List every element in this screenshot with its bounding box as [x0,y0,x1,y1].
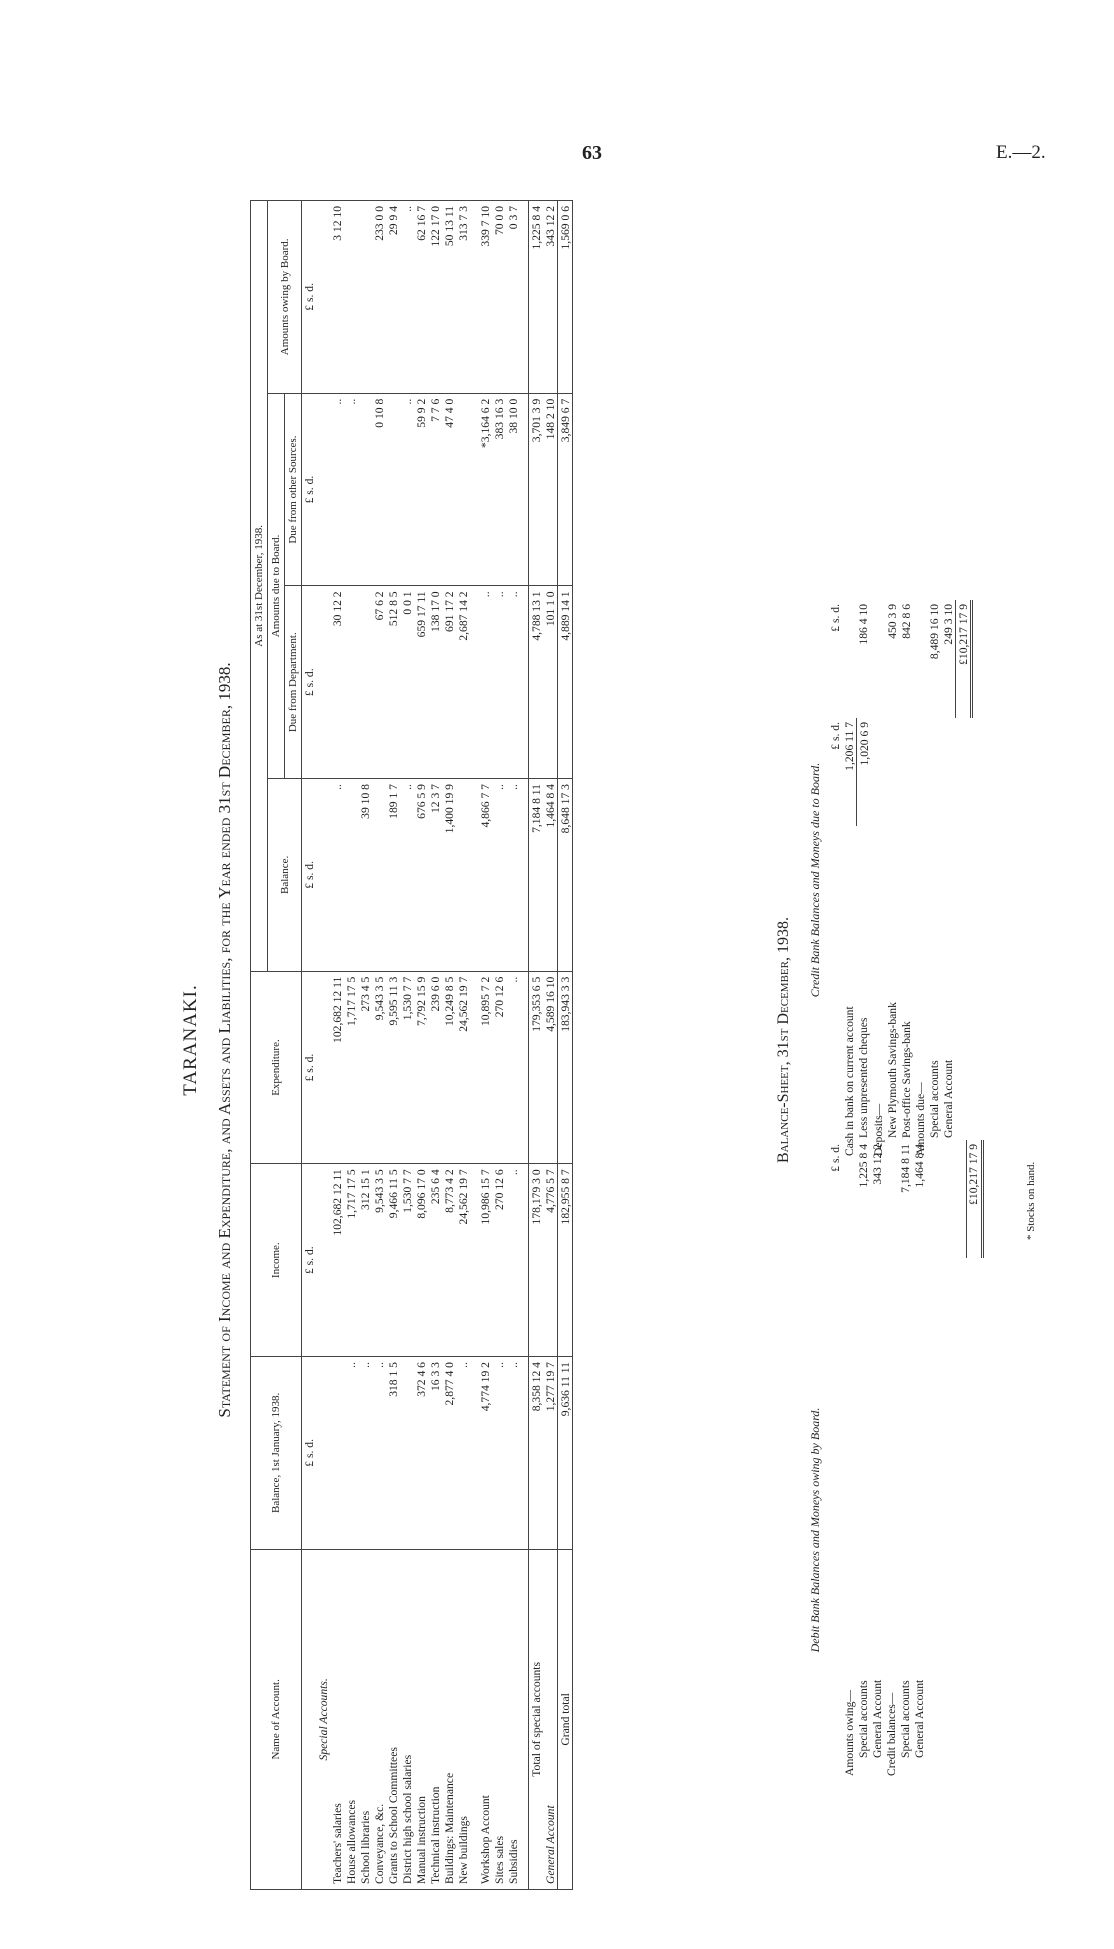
header-as-at: As at 31st December, 1938. [251,201,268,972]
credit-total: £10,217 17 9 [956,600,972,718]
lsd-label: £ s. d. [828,604,842,632]
header-name: Name of Account. [251,1549,302,1889]
table-row: New buildings .. 24,562 19 7 24,562 19 7 2,687 14 2 313 7 3 [456,201,470,1890]
page-number: 63 [582,142,602,164]
lsd-label: £ s. d. [302,1357,317,1550]
list-item: Less unpresented cheques 1,020 6 9 186 4 10 [857,604,871,1138]
list-item: General Account 343 12 2 [870,1144,884,1758]
table-row: Manual instruction 372 4 6 8,096 17 0 7,792 15 9 676 5 9 659 17 11 59 9 2 62 16 7 [414,201,428,1890]
balance-sheet-title: Balance-Sheet, 31st December, 1938. [775,917,792,1163]
rotated-page-content [150,150,1080,1930]
document-title: TARANAKI. [180,984,201,1096]
list-item: Amounts owing— [842,1690,856,1776]
header-due-other: Due from other Sources. [285,393,302,586]
list-item: General Account 1,464 8 4 [912,1144,926,1758]
lsd-label: £ s. d. [302,1164,317,1357]
list-item: Special accounts 7,184 8 11 [898,1144,912,1758]
credit-side-title: Credit Bank Balances and Moneys due to Board. [808,762,822,998]
lsd-label: £ s. d. [302,971,317,1164]
list-item: Special accounts 8,489 16 10 [927,604,941,1138]
debit-side-title: Debit Bank Balances and Moneys owing by Board. [808,1407,822,1653]
list-item: Post-office Savings-bank 842 8 6 [899,604,913,1138]
lsd-label: £ s. d. [828,1144,842,1172]
table-row: School libraries .. 312 15 1 273 4 5 39 10 8 [358,201,372,1890]
lsd-label: £ s. d. [302,201,317,394]
total-special-row: Total of special accounts 8,358 12 4 178,179 3 0 179,353 6 5 7,184 8 11 4,788 13 1 3,701 3 9 1,225 8 4 [529,201,544,1890]
table-row: Technical instruction 16 3 3 235 6 4 239 6 0 12 3 7 138 17 0 7 7 6 122 17 0 [428,201,442,1890]
grand-total-row: Grand total 9,636 11 11 182,955 8 7 183,943 3 3 8,648 17 3 4,889 14 1 3,849 6 7 1,569 0 6 [558,201,573,1890]
balance-sheet-credit-table [828,600,973,1160]
header-balance-jan: Balance, 1st January, 1938. [251,1357,302,1550]
table-row: District high school salaries 1,530 7 7 1,530 7 7 .. 0 0 1 .. .. [400,201,414,1890]
footnote: * Stocks on hand. [1025,1161,1037,1240]
general-account-row: General Account 1,277 19 7 4,776 5 7 4,589 16 10 1,464 8 4 101 1 0 148 2 10 343 12 2 [543,201,558,1890]
list-item: Deposits— [871,1103,885,1156]
list-item: Special accounts 1,225 8 4 [856,1144,870,1758]
special-accounts-heading: Special Accounts. [316,1549,330,1889]
table-row: Grants to School Committees 318 1 5 9,466 11 5 9,595 11 3 189 1 7 512 8 5 29 9 4 [386,201,400,1890]
list-item: Credit balances— [884,1692,898,1776]
balance-sheet-debit-table [828,1140,984,1780]
statement-title: Statement of Income and Expenditure, and Assets and Liabilities, for the Year ended 31st December, 1938. [215,662,234,1418]
table-row: Sites sales .. 270 12 6 270 12 6 .. .. 383 16 3 70 0 0 [492,201,506,1890]
header-due-department: Due from Department. [285,586,302,779]
list-item: Amounts due— [913,1082,927,1156]
debit-total: £10,217 17 9 [966,1140,982,1258]
table-row: Subsidies .. .. .. .. .. 38 10 0 0 3 7 [506,201,520,1890]
header-balance: Balance. [268,779,302,972]
list-item: New Plymouth Savings-bank 450 3 9 [885,604,899,1138]
list-item: General Account 249 3 10 [941,604,955,1138]
lsd-label: £ s. d. [302,586,317,779]
table-row: Workshop Account 4,774 19 2 10,986 15 7 10,895 7 2 4,866 7 7 .. *3,164 6 2 339 7 10 [478,201,492,1890]
table-row: Conveyance, &c. .. 9,543 3 5 9,543 3 5 67 6 2 0 10 8 233 0 0 [372,201,386,1890]
header-expenditure: Expenditure. [251,971,302,1164]
lsd-label: £ s. d. [828,722,842,750]
lsd-label: £ s. d. [302,779,317,972]
list-item: Cash in bank on current account 1,206 11 7 [842,722,856,1156]
income-expenditure-table [250,200,573,1890]
lsd-label: £ s. d. [302,393,317,586]
header-owing: Amounts owing by Board. [268,201,302,394]
table-row: Teachers' salaries 102,682 12 11 102,682 12 11 .. 30 12 2 .. 3 12 10 [330,201,344,1890]
page-code: E.—2. [996,142,1046,163]
table-row: Buildings: Maintenance 2,877 4 0 8,773 4 2 10,249 8 5 1,400 19 9 691 17 2 47 4 0 50 13 11 [442,201,456,1890]
header-amounts-due: Amounts due to Board. [268,393,285,778]
header-income: Income. [251,1164,302,1357]
table-row: House allowances .. 1,717 17 5 1,717 17 5 .. [344,201,358,1890]
